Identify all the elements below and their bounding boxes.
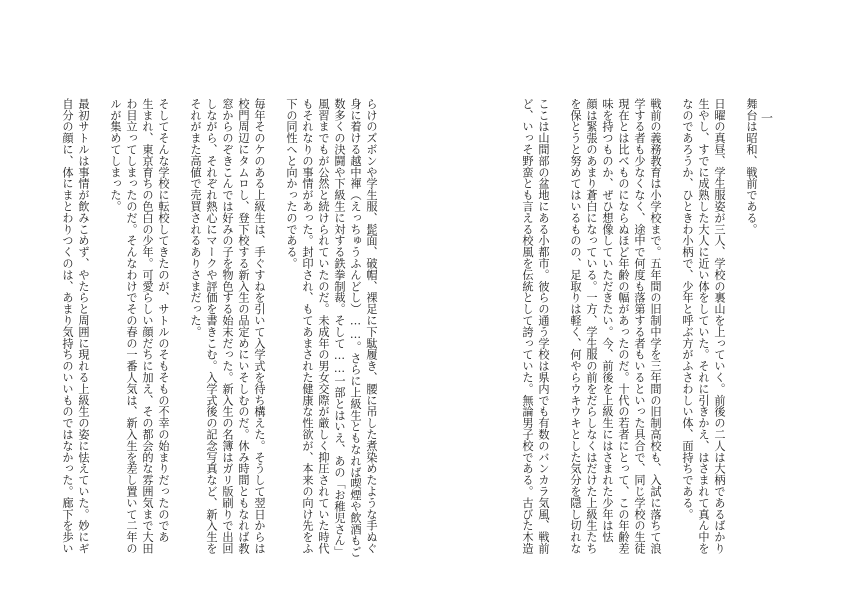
text-line: 日曜の真昼、学生服姿が三人、学校の裏山を上っていく。前後の二人は大柄であるばかり [713, 98, 726, 554]
text-line: もそれなりの事情があった。封印され、もてあまされた健康な性欲が、本来の向け先をふ [301, 98, 314, 554]
text-line: 自分の顔に、体にまとわりつくのは、あまり気持ちのいいものではなかった。廊下を歩い [61, 98, 74, 554]
text-line: 数多くの決闘や下級生に対する鉄拳制裁。そして……一部とはいえ、あの「お稚児さん」 [333, 98, 346, 558]
text-line [471, 98, 487, 558]
text-line [267, 98, 283, 558]
text-line: そしてそんな学校に転校してきたのが、サトルのそもそもの不幸の始まりだったのであ [157, 98, 170, 543]
text-line [487, 98, 503, 558]
text-line: 風習までもが公然と続けられていたのだ。未成年の男女交際が厳しく抑圧されていた時代 [317, 98, 330, 554]
text-line: 生やし、すでに成熟した大人に近い体をしていた。それに引きかえ、はさまれて真ん中を [697, 98, 710, 554]
text-line [503, 98, 519, 558]
text-line: それがまた高値で売買されるありさまだった。 [189, 98, 202, 338]
text-line: 顔は緊張のあまり蒼白になっている。一方、学生服の前をだらしなくはだけた上級生たち [585, 98, 598, 554]
text-line [91, 98, 107, 558]
text-line: 現在とは比べものにならぬほど年齢の幅があったのだ。十代の若者にとって、この年齢差 [617, 98, 630, 554]
text-line: 学する者も少なくなく、途中で何度も落第する者もいるといった具合で、同じ学校の生徒 [633, 98, 646, 554]
text-line: 毎年そのケのある上級生は、手ぐすねを引いて入学式を待ち構えた。そうして翌日からは [253, 98, 266, 554]
text-line: しながら、それぞれ熱心にマークや評価を書きこむ。入学式後の記念写真など、新入生を [205, 98, 218, 554]
text-line [727, 98, 743, 558]
text-line: らけのズボンや学生服、髭面、破帽、裸足に下駄履き、腰に吊した煮染めたような手ぬぐ [365, 98, 378, 554]
text-line: ど、いっそ野蛮とも言える校風を伝統として誇っていた。無論男子校である。古びた木造 [521, 98, 534, 554]
text-line: 最初サトルは事情が飲みこめず、やたらと周囲に現れる上級生の姿に怯えていた。妙にギ [77, 98, 90, 554]
text-line: なのであろうか、ひときわ小柄で、少年と呼ぶ方がふさわしい体、面持ちである。 [681, 98, 694, 520]
text-line [43, 98, 59, 558]
page-number: 一 [761, 111, 774, 125]
text-line: 生まれ、東京育ちの色白の少年。可愛らしい顔だちに加え、その都会的な雰囲気まで大田 [141, 98, 154, 554]
text-line: 味を持つものか、ぜひ想像していただきたい。今、前後を上級生にはさまれた少年は怯 [601, 98, 614, 543]
text-line: わ目立ってしまったのだ。そんなわけでその春の一番人気は、新入生を差し置いて二年の [125, 98, 138, 554]
text-line: 戦前の義務教育は小学校まで。五年間の旧制中学を三年間の旧制高校も、入試に落ちて浪 [649, 98, 662, 554]
text-line [171, 98, 187, 558]
text-line [455, 98, 471, 558]
text-line: ルが集めてしまった。 [109, 98, 122, 212]
text-line [663, 98, 679, 558]
text-line: 窓からのぞきこんでは好みの子を物色する始末だった。新入生の名簿はガリ版刷りで出回 [221, 98, 234, 554]
text-line: 下の同性へと向かったのである。 [285, 98, 298, 269]
text-line: 舞台は昭和、戦前である。 [745, 98, 758, 235]
text-line [551, 98, 567, 558]
text-line: 校門周辺にタムロし、登下校する新入生の品定めにいそしむのだ。休み時間ともなれば教 [237, 98, 250, 554]
text-line: ここは山間部の盆地にある小都市。彼らの通う学校は県内でも有数のバンカラ気風、戦前 [537, 98, 550, 554]
text-line: を保とうと努めてはいるものの、足取りは軽く、何やらウキウキとした気分を隠し切れな [569, 98, 582, 554]
text-line: 身に着ける越中褌（えっちゅうふんどし）……。さらに上級生ともなれば喫煙や飲酒もご [349, 98, 362, 558]
